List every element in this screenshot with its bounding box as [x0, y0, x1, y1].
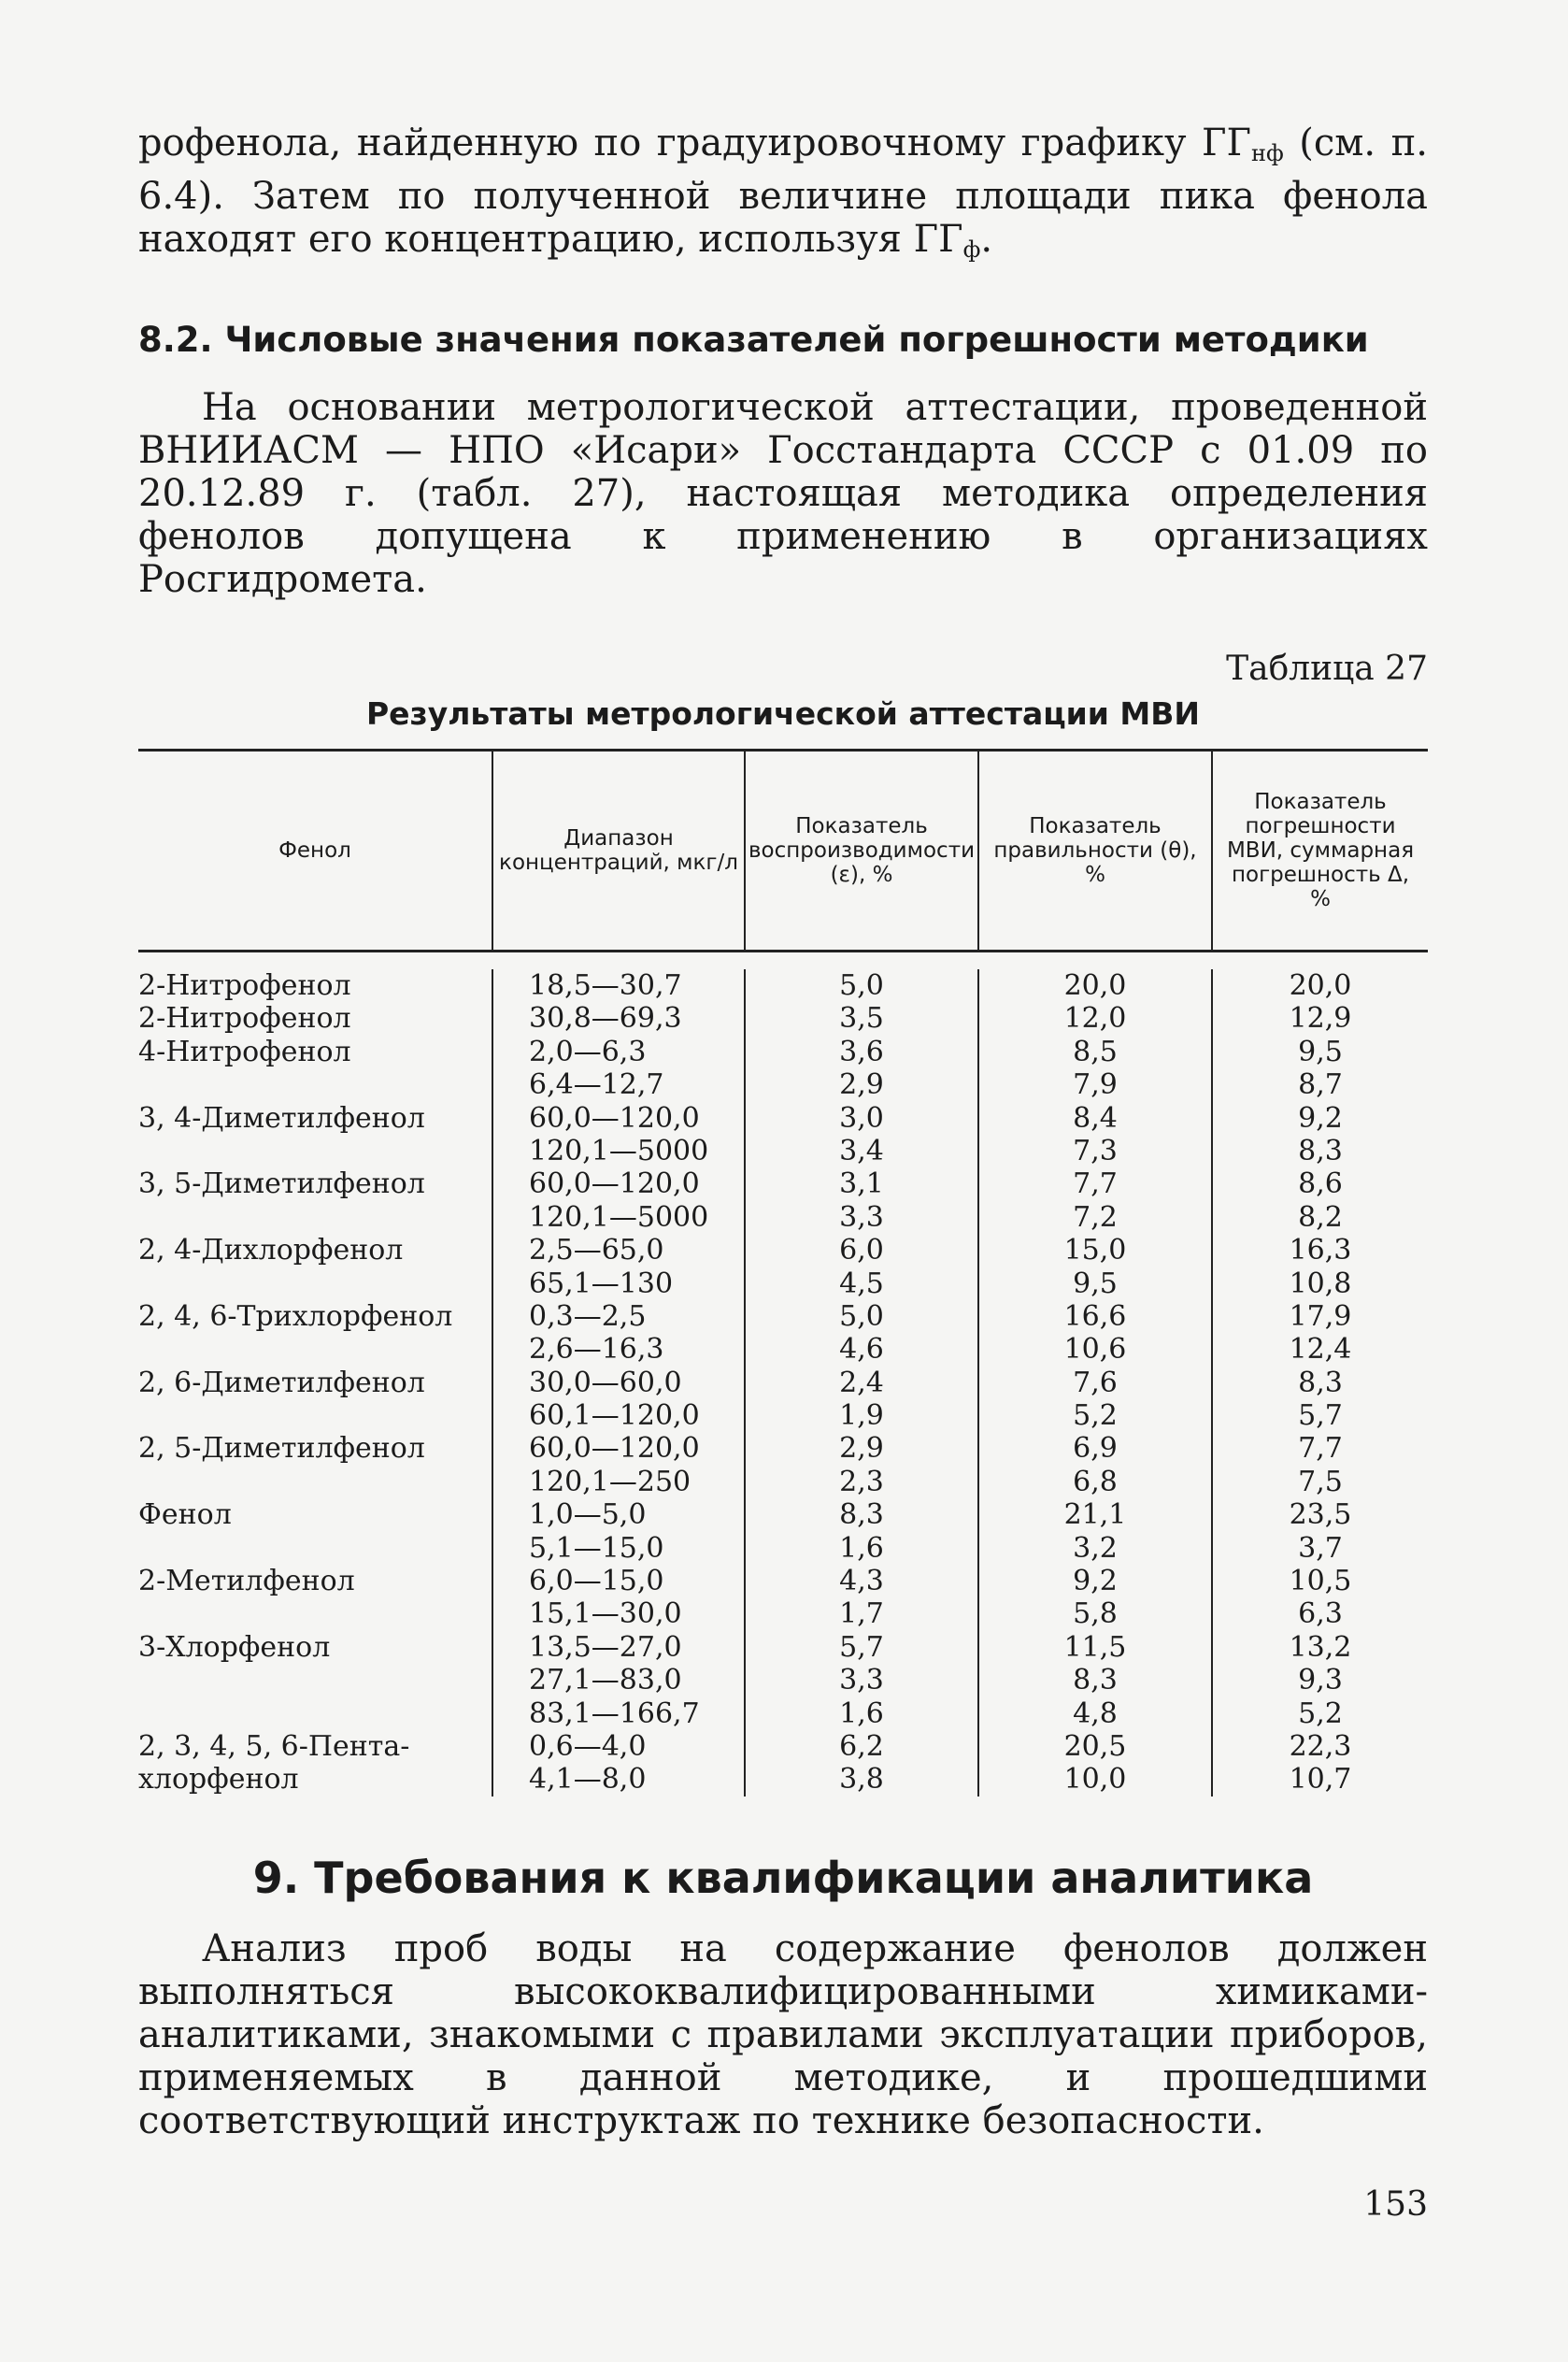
section-9-heading: 9. Требования к квалификации аналитика [252, 1852, 1314, 1903]
table-cell-range: 60,0—120,0 [529, 1167, 700, 1201]
table-cell-phenol [138, 1664, 492, 1696]
table-cell-correct: 9,2 [1073, 1565, 1118, 1598]
table-cell-repro: 2,3 [839, 1465, 884, 1498]
table-cell-repro: 1,9 [839, 1399, 884, 1433]
table-cell-range: 120,1—5000 [529, 1134, 709, 1167]
table-cell-phenol [138, 1399, 492, 1432]
table-cell-repro: 4,5 [839, 1267, 884, 1300]
table-cell-error: 12,9 [1289, 1002, 1352, 1036]
table-cell-correct: 8,5 [1073, 1035, 1118, 1068]
table-cell-error: 6,3 [1298, 1597, 1343, 1631]
table-cell-error: 13,2 [1289, 1630, 1352, 1664]
table-cell-correct: 12,0 [1063, 1002, 1127, 1036]
table-cell-correct: 7,9 [1073, 1068, 1118, 1102]
table-cell-range: 30,8—69,3 [529, 1002, 682, 1036]
table-cell-range: 18,5—30,7 [529, 969, 682, 1002]
table-cell-phenol: 2, 5-Диметилфенол [138, 1432, 425, 1466]
table-cell-repro: 1,6 [839, 1696, 884, 1730]
table-cell-range: 0,6—4,0 [529, 1729, 647, 1763]
table-cell-range: 120,1—250 [529, 1465, 691, 1498]
table-cell-correct: 9,5 [1073, 1267, 1118, 1300]
table-cell-phenol: 3, 5-Диметилфенол [138, 1167, 425, 1201]
table-cell-error: 22,3 [1289, 1729, 1352, 1763]
table-cell-range: 2,6—16,3 [529, 1333, 664, 1367]
table-cell-repro: 8,3 [839, 1498, 884, 1532]
table-cell-repro: 5,0 [839, 969, 884, 1002]
section-9-paragraph: Анализ проб воды на содержание фенолов должен выполняться высококвалифицированными химиками-аналитиками, знакомыми с правилами эксплуатации приборов, применяемых в данной методике, и прошедшими соответствующий инструктаж по технике безопасности. [138, 1926, 1428, 2142]
column-repro [746, 969, 979, 1797]
table-cell-range: 60,0—120,0 [529, 1101, 700, 1135]
table-cell-repro: 5,7 [839, 1630, 884, 1664]
table-cell-error: 8,7 [1298, 1068, 1343, 1102]
table-cell-range: 15,1—30,0 [529, 1597, 682, 1631]
table-cell-phenol [138, 1201, 492, 1234]
table-cell-phenol [138, 1532, 492, 1565]
table-cell-repro: 6,0 [839, 1234, 884, 1267]
header-repro: Показатель воспроизводимости (ε), % [746, 752, 979, 950]
table-cell-repro: 2,4 [839, 1366, 884, 1399]
table-cell-error: 8,2 [1298, 1200, 1343, 1234]
column-error [1213, 969, 1428, 1797]
table-cell-correct: 7,2 [1073, 1200, 1118, 1234]
table-cell-phenol: 3-Хлорфенол [138, 1630, 331, 1664]
table-cell-error: 9,5 [1298, 1035, 1343, 1068]
results-table [138, 749, 1428, 1817]
table-cell-error: 23,5 [1289, 1498, 1352, 1532]
table-cell-correct: 8,4 [1073, 1101, 1118, 1135]
table-cell-error: 5,2 [1298, 1696, 1343, 1730]
table-cell-correct: 20,0 [1063, 969, 1127, 1002]
intro-text-after: . [980, 218, 993, 261]
table-cell-phenol: 2, 4, 6-Трихлорфенол [138, 1299, 453, 1333]
table-cell-error: 3,7 [1298, 1531, 1343, 1565]
table-cell-range: 83,1—166,7 [529, 1696, 700, 1730]
table-cell-repro: 2,9 [839, 1068, 884, 1102]
table-cell-error: 7,7 [1298, 1432, 1343, 1466]
table-header-row [138, 749, 1428, 952]
table-cell-error: 12,4 [1289, 1333, 1352, 1367]
page-number: 153 [1363, 2184, 1428, 2224]
table-cell-range: 6,4—12,7 [529, 1068, 664, 1102]
header-error: Показатель погрешности МВИ, суммарная погрешность Δ, % [1226, 790, 1415, 911]
table-cell-phenol: 2, 3, 4, 5, 6-Пента- [138, 1729, 410, 1763]
table-cell-repro: 5,0 [839, 1299, 884, 1333]
intro-paragraph [138, 122, 1428, 271]
table-cell-correct: 10,6 [1063, 1333, 1127, 1367]
table-cell-phenol [138, 1597, 492, 1630]
table-cell-error: 8,3 [1298, 1366, 1343, 1399]
table-cell-correct: 8,3 [1073, 1664, 1118, 1697]
table-cell-repro: 3,1 [839, 1167, 884, 1201]
table-cell-range: 60,1—120,0 [529, 1399, 700, 1433]
header-phenol: Фенол [138, 752, 493, 950]
table-cell-correct: 6,9 [1073, 1432, 1118, 1466]
column-phenol [138, 969, 493, 1797]
table-cell-phenol: 2-Метилфенол [138, 1565, 355, 1598]
table-cell-repro: 2,9 [839, 1432, 884, 1466]
table-cell-range: 4,1—8,0 [529, 1763, 647, 1797]
table-cell-correct: 6,8 [1073, 1465, 1118, 1498]
table-cell-error: 7,5 [1298, 1465, 1343, 1498]
table-cell-correct: 7,7 [1073, 1167, 1118, 1201]
table-cell-phenol: 2, 6-Диметилфенол [138, 1366, 425, 1399]
table-number: Таблица 27 [1226, 650, 1428, 688]
section-8-2-heading: 8.2. Числовые значения показателей погрешности методики [138, 320, 1369, 360]
table-cell-range: 120,1—5000 [529, 1200, 709, 1234]
table-cell-correct: 21,1 [1063, 1498, 1127, 1532]
table-cell-phenol: 2-Нитрофенол [138, 969, 351, 1002]
table-cell-phenol [138, 1068, 492, 1101]
table-cell-phenol [138, 1333, 492, 1366]
header-range: Диапазон концентраций, мкг/л [493, 752, 746, 950]
table-cell-correct: 7,6 [1073, 1366, 1118, 1399]
table-cell-repro: 6,2 [839, 1729, 884, 1763]
table-cell-error: 10,8 [1289, 1267, 1352, 1300]
table-cell-correct: 10,0 [1063, 1763, 1127, 1797]
table-cell-correct: 5,8 [1073, 1597, 1118, 1631]
table-cell-error: 10,5 [1289, 1565, 1352, 1598]
table-body [138, 952, 1428, 1817]
table-cell-error: 10,7 [1289, 1763, 1352, 1797]
table-cell-error: 17,9 [1289, 1299, 1352, 1333]
table-cell-phenol [138, 1135, 492, 1167]
table-cell-phenol: 4-Нитрофенол [138, 1035, 351, 1068]
table-cell-range: 2,5—65,0 [529, 1234, 664, 1267]
table-cell-repro: 4,3 [839, 1565, 884, 1598]
table-cell-repro: 3,5 [839, 1002, 884, 1036]
table-cell-range: 2,0—6,3 [529, 1035, 647, 1068]
table-cell-range: 1,0—5,0 [529, 1498, 647, 1532]
table-cell-repro: 1,7 [839, 1597, 884, 1631]
table-cell-correct: 4,8 [1073, 1696, 1118, 1730]
header-correct: Показатель правильности (θ), % [979, 752, 1213, 950]
table-cell-range: 6,0—15,0 [529, 1565, 664, 1598]
table-cell-range: 5,1—15,0 [529, 1531, 664, 1565]
table-cell-error: 9,2 [1298, 1101, 1343, 1135]
table-cell-repro: 1,6 [839, 1531, 884, 1565]
table-cell-phenol: хлорфенол [138, 1763, 299, 1797]
table-cell-error: 20,0 [1289, 969, 1352, 1002]
table-cell-repro: 4,6 [839, 1333, 884, 1367]
table-cell-error: 16,3 [1289, 1234, 1352, 1267]
table-cell-range: 30,0—60,0 [529, 1366, 682, 1399]
table-cell-correct: 15,0 [1063, 1234, 1127, 1267]
table-cell-phenol: 2-Нитрофенол [138, 1002, 351, 1036]
table-cell-correct: 16,6 [1063, 1299, 1127, 1333]
table-cell-correct: 11,5 [1063, 1630, 1127, 1664]
section-8-2-paragraph: На основании метрологической аттестации, проведенной ВНИИАСМ — НПО «Исари» Госстандарта СССР с 01.09 по 20.12.89 г. (табл. 27), настоящая методика определения фенолов допущена к применению в организациях Росгидромета. [138, 386, 1428, 601]
table-cell-error: 8,3 [1298, 1134, 1343, 1167]
table-cell-phenol [138, 1697, 492, 1730]
table-cell-correct: 20,5 [1063, 1729, 1127, 1763]
table-cell-repro: 3,3 [839, 1200, 884, 1234]
table-cell-range: 65,1—130 [529, 1267, 674, 1300]
table-cell-phenol [138, 1466, 492, 1498]
table-title: Результаты метрологической аттестации МВИ [365, 695, 1201, 732]
table-cell-correct: 5,2 [1073, 1399, 1118, 1433]
column-range [493, 969, 746, 1797]
table-cell-range: 13,5—27,0 [529, 1630, 682, 1664]
table-cell-range: 0,3—2,5 [529, 1299, 647, 1333]
table-cell-correct: 7,3 [1073, 1134, 1118, 1167]
table-cell-error: 8,6 [1298, 1167, 1343, 1201]
table-cell-phenol: 2, 4-Дихлорфенол [138, 1234, 404, 1267]
column-correct [979, 969, 1213, 1797]
table-cell-repro: 3,4 [839, 1134, 884, 1167]
intro-subscript-f: ф [962, 236, 981, 263]
intro-subscript-nf: нф [1251, 140, 1284, 166]
table-cell-error: 9,3 [1298, 1664, 1343, 1697]
table-cell-phenol: Фенол [138, 1498, 232, 1532]
document-page [138, 122, 1428, 2224]
table-cell-correct: 3,2 [1073, 1531, 1118, 1565]
table-cell-range: 27,1—83,0 [529, 1664, 682, 1697]
table-cell-repro: 3,8 [839, 1763, 884, 1797]
intro-text-before: рофенола, найденную по градуировочному графику ГГ [138, 122, 1252, 165]
table-cell-phenol [138, 1267, 492, 1300]
intro-text-middle: (см. п. 6.4). Затем по полученной величине площади пика фенола находят его концентрацию, используя ГГ [138, 122, 1429, 261]
table-cell-repro: 3,3 [839, 1664, 884, 1697]
table-cell-range: 60,0—120,0 [529, 1432, 700, 1466]
table-cell-repro: 3,0 [839, 1101, 884, 1135]
table-cell-phenol: 3, 4-Диметилфенол [138, 1101, 425, 1135]
table-cell-repro: 3,6 [839, 1035, 884, 1068]
table-cell-error: 5,7 [1298, 1399, 1343, 1433]
